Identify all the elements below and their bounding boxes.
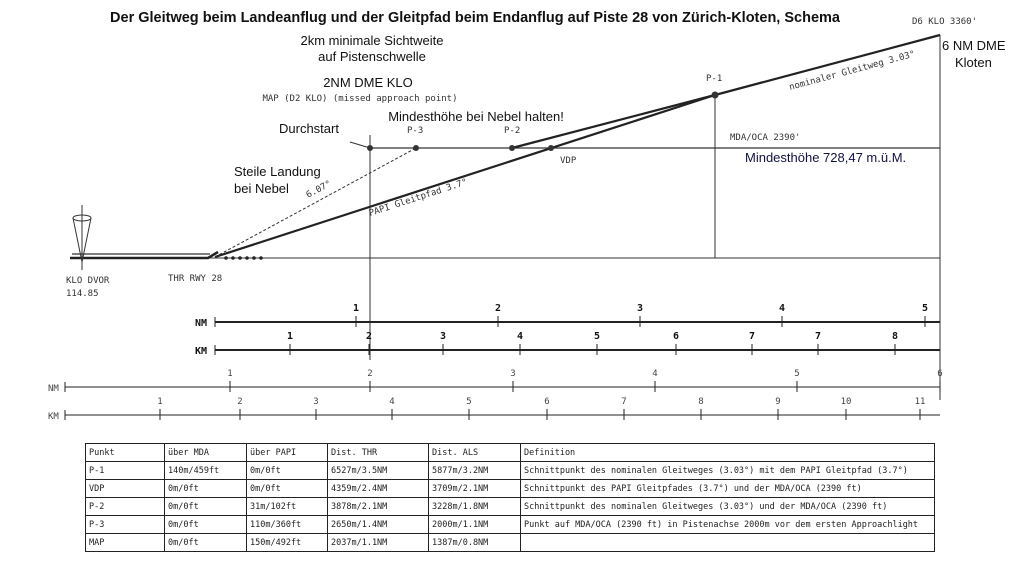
table-row [86, 480, 935, 498]
scale-tick-label: 6 [937, 369, 943, 379]
nominal-label: nominaler Gleitweg 3.03° [788, 49, 917, 93]
vor-icon [73, 205, 91, 270]
runway [70, 252, 218, 258]
steep-angle-label: 6.07° [304, 179, 334, 201]
table-cell: VDP [86, 480, 165, 498]
table-row [86, 534, 935, 552]
table-cell: 3878m/2.1NM [328, 498, 429, 516]
table-cell: 5877m/3.2NM [429, 462, 521, 480]
table-cell: 0m/0ft [165, 480, 247, 498]
scale-tick-label: 7 [621, 397, 627, 407]
table-cell: 0m/0ft [165, 534, 247, 552]
table-cell: 2650m/1.4NM [328, 516, 429, 534]
scale-tick-label: 7 [748, 331, 756, 342]
table-cell: P-3 [86, 516, 165, 534]
goaround-arrow [350, 142, 370, 148]
scale-tick-label: 4 [652, 369, 658, 379]
table-cell: 3228m/1.8NM [429, 498, 521, 516]
table-cell: 110m/360ft [247, 516, 328, 534]
scale-tick-label: 3 [439, 331, 447, 342]
table-header [86, 444, 935, 462]
vor-frequency: 114.85 [66, 289, 99, 299]
dme2-label: 2NM DME KLO [323, 75, 413, 90]
table-cell: Schnittpunkt des nominalen Gleitweges (3.03°) mit dem PAPI Gleitpfad (3.7°) [521, 462, 935, 480]
table-cell: 2000m/1.1NM [429, 516, 521, 534]
scale-tick-label: 1 [227, 369, 233, 379]
table-cell: 2037m/1.1NM [328, 534, 429, 552]
scale-tick-label: 5 [466, 397, 472, 407]
scale-tick-label: 2 [494, 303, 502, 314]
table-cell: 31m/102ft [247, 498, 328, 516]
table-row [86, 516, 935, 534]
visibility-label: 2km minimale Sichtweite [300, 33, 444, 48]
table-cell: P-1 [86, 462, 165, 480]
table-row [86, 462, 935, 480]
scale-tick-label: 4 [389, 397, 395, 407]
scale-tick-label: 11 [914, 397, 926, 407]
table-cell: 4359m/2.4NM [328, 480, 429, 498]
dme6-label: 6 NM DME [942, 38, 1006, 53]
table-cell: Schnittpunkt des PAPI Gleitpfades (3.7°) und der MDA/OCA (2390 ft) [521, 480, 935, 498]
scale-unit-label: NM [195, 318, 208, 329]
scale-tick-label: 8 [698, 397, 704, 407]
table-cell [521, 534, 935, 552]
table-cell: 0m/0ft [247, 480, 328, 498]
papi-label: PAPI Gleitpfad 3.7° [367, 177, 469, 219]
scale-tick-label: 10 [840, 397, 852, 407]
column-header: über PAPI [247, 444, 328, 462]
scale-tick-label: 1 [286, 331, 294, 342]
scale-tick-label: 2 [365, 331, 373, 342]
vdp-label: VDP [560, 156, 577, 166]
scale-tick-label: 3 [313, 397, 319, 407]
table-cell: 3709m/2.1NM [429, 480, 521, 498]
scale-unit-label: NM [48, 384, 59, 394]
table-cell: 6527m/3.5NM [328, 462, 429, 480]
table-cell: 0m/0ft [165, 516, 247, 534]
column-header: Punkt [86, 444, 165, 462]
table-cell: P-2 [86, 498, 165, 516]
hold-label: Mindesthöhe bei Nebel halten! [388, 109, 564, 124]
table-row [86, 498, 935, 516]
steep-label-2: bei Nebel [234, 181, 289, 196]
column-header: Definition [521, 444, 935, 462]
map-label: MAP (D2 KLO) (missed approach point) [262, 94, 458, 104]
threshold-label: THR RWY 28 [168, 274, 223, 284]
scale-tick-label: 4 [516, 331, 524, 342]
column-header: über MDA [165, 444, 247, 462]
dme6-label-2: Kloten [955, 55, 992, 70]
d6-label: D6 KLO 3360' [912, 17, 978, 27]
points-table [85, 443, 935, 552]
table-cell: Schnittpunkt des nominalen Gleitweges (3.03°) und der MDA/OCA (2390 ft) [521, 498, 935, 516]
table-cell: 150m/492ft [247, 534, 328, 552]
scale-tick-label: 8 [891, 331, 899, 342]
scale-tick-label: 6 [544, 397, 550, 407]
table-cell: 140m/459ft [165, 462, 247, 480]
steep-label: Steile Landung [234, 164, 321, 179]
scale-tick-label: 3 [510, 369, 516, 379]
scale-tick-label: 2 [367, 369, 373, 379]
min-altitude-label: Mindesthöhe 728,47 m.ü.M. [745, 150, 907, 165]
table-cell: MAP [86, 534, 165, 552]
p3-label: P-3 [407, 126, 424, 136]
scale-tick-label: 4 [778, 303, 786, 314]
scale-unit-label: KM [195, 346, 208, 357]
scale-tick-label: 5 [921, 303, 929, 314]
table-cell: Punkt auf MDA/OCA (2390 ft) in Pistenachse 2000m vor dem ersten Approachlight [521, 516, 935, 534]
table-cell: 0m/0ft [165, 498, 247, 516]
nominal-glidepath [512, 35, 940, 148]
vor-label: KLO DVOR [66, 276, 110, 286]
table-cell: 0m/0ft [247, 462, 328, 480]
scale-tick-label: 9 [775, 397, 781, 407]
diagram-title: Der Gleitweg beim Landeanflug und der Gleitpfad beim Endanflug auf Piste 28 von Zürich-Kloten, Schema [110, 10, 840, 26]
scale-tick-label: 2 [237, 397, 243, 407]
distance-scales [48, 303, 943, 422]
scale-tick-label: 5 [794, 369, 800, 379]
scale-tick-label: 3 [636, 303, 644, 314]
table-cell: 1387m/0.8NM [429, 534, 521, 552]
p1-label: P-1 [706, 74, 723, 84]
scale-tick-label: 1 [352, 303, 360, 314]
scale-tick-label: 1 [157, 397, 163, 407]
scale-tick-label: 7 [814, 331, 822, 342]
visibility-label-2: auf Pistenschwelle [318, 49, 426, 64]
scale-tick-label: 5 [593, 331, 601, 342]
mda-label: MDA/OCA 2390' [730, 133, 801, 143]
p2-label: P-2 [504, 126, 521, 136]
column-header: Dist. THR [328, 444, 429, 462]
goaround-label: Durchstart [279, 121, 339, 136]
scale-tick-label: 6 [672, 331, 680, 342]
scale-unit-label: KM [48, 412, 59, 422]
column-header: Dist. ALS [429, 444, 521, 462]
